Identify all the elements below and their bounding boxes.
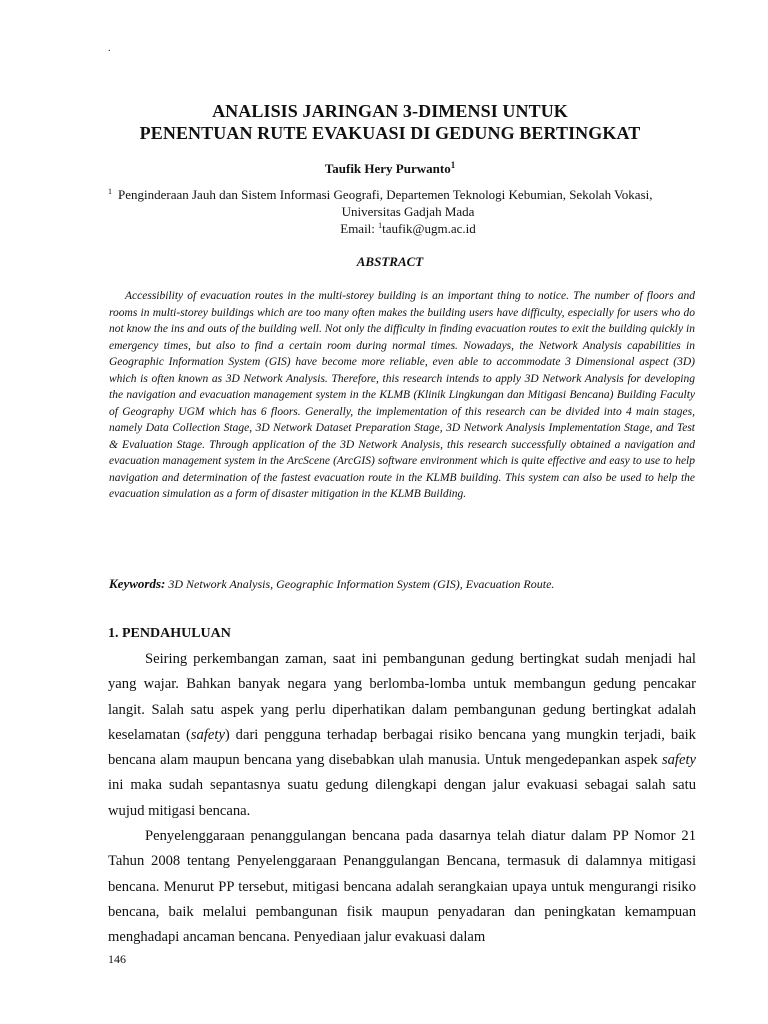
author-name: Taufik Hery Purwanto	[324, 161, 451, 176]
affiliation-line-1	[108, 186, 708, 203]
p1-part-b: ) dari pengguna terhadap berbagai risiko bencana yang mungkin terjadi, baik bencana alam maupun bencana yang disebabkan ulah manusia. Untuk mengedepankan aspek	[108, 726, 696, 769]
p1-part-a: Seiring perkembangan zaman, saat ini pembangunan gedung bertingkat sudah menjadi hal yang wajar. Bahkan banyak negara yang berlomba-lomba untuk membangun gedung pencakar langit. Salah satu aspek yang perlu diperhatikan dalam pembangunan gedung bertingkat adalah keselamatan (	[108, 651, 696, 743]
paper-title	[100, 100, 680, 144]
body-paragraph-1	[108, 647, 696, 824]
email-address[interactable]: taufik@ugm.ac.id	[382, 221, 476, 236]
p1-safety-term: safety	[190, 726, 225, 743]
email-prefix: Email:	[340, 221, 379, 236]
affiliation-line-2: Universitas Gadjah Mada	[341, 204, 475, 219]
page-number: 146	[108, 952, 126, 966]
title-line-2: PENENTUAN RUTE EVAKUASI DI GEDUNG BERTINGKAT	[139, 123, 641, 143]
p1-safety-term-2: safety	[661, 752, 696, 769]
section-body	[108, 647, 696, 951]
keywords-text: 3D Network Analysis, Geographic Information System (GIS), Evacuation Route.	[165, 577, 555, 591]
email-superscript: 1	[378, 221, 383, 230]
keywords-line	[109, 576, 699, 592]
header-mark: .	[108, 43, 111, 54]
affiliation-superscript: 1	[108, 187, 112, 196]
affiliation-block	[108, 186, 708, 237]
p1-part-c: ini maka sudah sepantasnya suatu gedung dilengkapi dengan jalur evakuasi sebagai salah satu wujud mitigasi bencana.	[108, 777, 696, 819]
author-superscript: 1	[450, 160, 456, 170]
section-heading-pendahuluan: 1. PENDAHULUAN	[108, 626, 231, 641]
title-line-1: ANALISIS JARINGAN 3-DIMENSI UNTUK	[212, 101, 568, 121]
email-line	[108, 220, 708, 237]
affiliation-text: Penginderaan Jauh dan Sistem Informasi Geografi, Departemen Teknologi Kebumian, Sekolah Vokasi,	[118, 187, 653, 202]
keywords-label: Keywords:	[109, 576, 166, 591]
author-line	[100, 161, 680, 177]
abstract-heading: ABSTRACT	[356, 254, 424, 269]
body-paragraph-2: Penyelenggaraan penanggulangan bencana pada dasarnya telah diatur dalam PP Nomor 21 Tahun 2008 tentang Penyelenggaraan Penanggulangan Bencana, termasuk di dalamnya mitigasi bencana. Menurut PP tersebut, mitigasi bencana adalah serangkaian upaya untuk mengurangi risiko bencana, baik melalui pembangunan fisik maupun penyadaran dan peningkatan kemampuan menghadapi ancaman bencana. Penyediaan jalur evakuasi dalam	[108, 828, 696, 946]
abstract-text: Accessibility of evacuation routes in the multi-storey building is an important thing to notice. The number of floors and rooms in multi-storey buildings which are too many often makes the building users have difficulty, especially for users who do not know the ins and outs of the building well. Not only the difficulty in finding evacuation routes to exit the building quickly in emergency times, but also to find a certain room during normal times. Nowadays, the Network Analysis capabilities in Geographic Information System (GIS) have become more reliable, even able to accommodate 3 Dimensional aspect (3D) which is often known as 3D Network Analysis. Therefore, this research intends to apply 3D Network Analysis for developing the navigation and evacuation management system in the KLMB (Klinik Lingkungan dan Mitigasi Bencana) Building Faculty of Geography UGM which has 6 floors. Generally, the implementation of this research can be divided into 4 main stages, namely Data Collection Stage, 3D Network Dataset Preparation Stage, 3D Network Analysis Implementation Stage, and Test & Evaluation Stage. Through application of the 3D Network Analysis, this research successfully obtained a navigation and evacuation management system in the ArcScene (ArcGIS) software environment which is quite effective and easy to use to help navigation and determination of the fastest evacuation route in the KLMB building. This system can also be used to help the evacuation simulation as a form of disaster mitigation in the KLMB Building.	[109, 290, 695, 500]
